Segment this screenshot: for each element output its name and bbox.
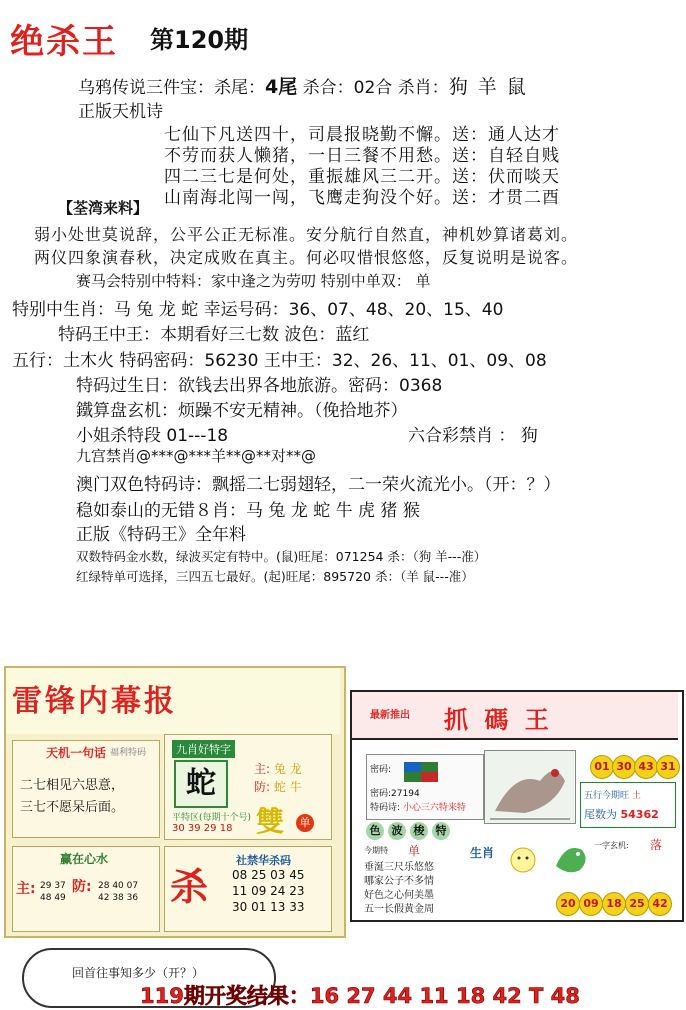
crow-mid: 杀合：02合 杀肖： [297,78,449,98]
bottom-number-ball: 09 [579,892,603,916]
ad-poem-line: 哪家公子不多情 [364,876,434,887]
dan-badge: 单 [296,814,314,832]
tema-label: 特码诗: [370,803,401,813]
logo-image [404,762,438,782]
tag-row [366,822,450,840]
poem-line: 不劳而获人懒猪，一日三餐不用愁。送：自轻自贱 [164,146,560,166]
leifeng-ad-title: 雷锋内幕报 [12,684,177,719]
ad-poem-line: 五一长假黄金周 [364,904,434,915]
wuxing-row [584,788,641,801]
xinshui-zhu-numbers: 29 37 48 49 [40,881,66,903]
tebie-line: 特别中生肖：马 兔 龙 蛇 幸运号码：36、07、48、20、15、40 [12,300,504,320]
poem-line: 山南海北闯一闯，飞鹰走狗没个好。送：才贯二酉 [164,188,560,208]
dragon-picture [552,836,592,880]
top-number-ball: 43 [634,755,658,779]
xinshui-zhu-label: 主: [16,881,36,897]
zhu-label: 主: [254,762,271,776]
shejing-row: 30 01 13 33 [232,900,305,914]
top-number-ball: 01 [590,755,614,779]
yizi-value: 落 [650,838,663,852]
shuang-char: 雙 [256,805,285,838]
yizi-label: 一字玄机: [594,841,629,850]
dragon-icon [552,836,592,880]
ad-poem-line: 垂涎三尺乐悠悠 [364,862,434,873]
cloud-text: 回首往事知多少（开？） [72,966,205,980]
fang-row [254,778,302,795]
kill-tail: 4尾 [265,76,298,98]
ping-title: 平特区 [172,813,200,823]
small-line: 双数特码金水数，绿波买定有特中。(鼠)旺尾：071254 杀：（狗 羊---准） [76,549,487,564]
tianji-line: 三七不愿呆后面。 [20,800,125,815]
rooster-icon [485,751,575,823]
tema-wang-line: 特码王中王：本期看好三七数 波色：蓝红 [58,325,370,345]
zhuamawang-title: 抓 碼 王 [444,705,553,734]
weishu-label: 尾数为 [584,808,617,821]
zhu-value: 兔 龙 [273,762,302,776]
bottom-number-ball: 20 [556,892,580,916]
birthday-line: 特码过生日：欲钱去出界各地旅游。密码：0368 [76,376,443,396]
sun-picture [496,840,550,880]
poem-title: 正版天机诗 [78,102,163,122]
weishu-row [584,806,659,822]
tag-shuttle: 梭 [410,822,428,840]
mima-label: 密码: [370,765,392,775]
bottom-number-ball: 25 [625,892,649,916]
ad-tag: 最新推出 [370,710,410,721]
liuhe-ban-line: 六合彩禁肖 ： 狗 [408,426,538,446]
wuxing-value: 土 [631,791,641,801]
poem-line: 七仙下凡送四十，司晨报晓勤不懈。送：通人达才 [164,125,560,145]
wenru-line: 稳如泰山的无错８肖：马 兔 龙 蛇 牛 虎 猪 猴 [76,501,420,521]
fang-value: 蛇 牛 [273,780,302,794]
xinshui-fang-label: 防: [72,879,92,895]
xinshui-fang-numbers: 28 40 07 42 38 36 [98,881,139,903]
top-number-ball: 30 [612,755,636,779]
logo-icon [404,762,438,782]
tianji-title: 天机一句话 [46,746,107,760]
mima-value-row [370,786,420,799]
abacus-line: 鐵算盘玄机：烦躁不安无精神。（俛拾地芥） [76,401,408,421]
sun-icon [496,840,550,880]
tag-color: 色 [366,822,384,840]
jinqi-value: 单 [408,844,421,858]
shejing-title: 社禁华杀码 [236,854,291,867]
tianji-sub: 福利特码 [110,748,147,758]
crow-legend-line [78,72,528,99]
rooster-picture [484,750,576,824]
tag-wave: 波 [388,822,406,840]
mima-label2: 密码: [370,789,392,799]
mima-value: 27194 [391,789,420,799]
sha-char: 杀 [170,864,209,909]
ping-numbers: 30 39 29 18 [172,823,233,834]
jiugong-line: 九宫禁肖@***@***羊**@**对**@ [76,447,317,465]
bottom-number-ball: 18 [602,892,626,916]
ping-label [172,810,251,823]
fang-label: 防: [254,780,271,794]
quannian-line: 正版《特码王》全年料 [76,525,246,545]
tema-poem-row [370,800,466,813]
ping-sub: (每期十个号) [199,813,252,823]
small-line: 红绿特单可选择，三四五七最好。(起)旺尾：895720 杀：（羊 鼠---准） [76,569,474,584]
tianji-line: 二七相见六思意， [20,778,125,793]
ad-poem-line: 好色之心何美墨 [364,890,434,901]
jinqi-label: 今期特 [364,846,388,855]
shengxiao-label: 生肖 [470,846,495,860]
quanwan-title: 【荃湾来料】 [58,199,149,217]
issue-number: 第120期 [150,26,249,54]
last-result: 119期开奖结果：16 27 44 11 18 42 T 48 [140,984,580,1008]
crow-label: 乌鸦传说三件宝：杀尾： [78,78,265,98]
wuxing-line: 五行：土木火 特码密码：56230 王中王：32、26、11、01、09、08 [12,351,547,371]
saima-line: 赛马会特别中特料：家中逢之为劳叨 特别中单双： 单 [76,272,431,290]
aomen-line: 澳门双色特码诗：飘摇二七弱翅轻，二一荣火流光小。（开：？） [76,475,561,495]
jiuxiao-title: 九肖好特字 [172,740,235,758]
top-number-ball: 31 [656,755,680,779]
shejing-row: 11 09 24 23 [232,884,305,898]
shejing-row: 08 25 03 45 [232,868,305,882]
tag-special: 特 [432,822,450,840]
big-zodiac-char: 蛇 [174,760,228,808]
quanwan-line: 弱小处世莫说辞，公平公正无标准。安分航行自然直，神机妙算诸葛刘。 [34,225,579,244]
page-title: 绝杀王 [10,22,118,62]
quanwan-line: 两仪四象演春秋，决定成败在真主。何必叹惜恨悠悠，反复说明是说客。 [34,248,579,267]
poem-line: 四二三七是何处，重振雄风三二开。送：伏而啖天 [164,167,560,187]
weishu-value: 54362 [620,808,659,821]
bottom-number-ball: 42 [648,892,672,916]
wuxing-label: 五行今期旺 [584,791,630,801]
xiaojie-line: 小姐杀特段 01---18 [76,426,229,446]
tema-value: 小心三六特来特 [402,803,466,813]
zhu-row [254,760,302,777]
xinshui-title: 赢在心水 [60,852,109,866]
kill-animals: 狗 羊 鼠 [448,76,528,98]
